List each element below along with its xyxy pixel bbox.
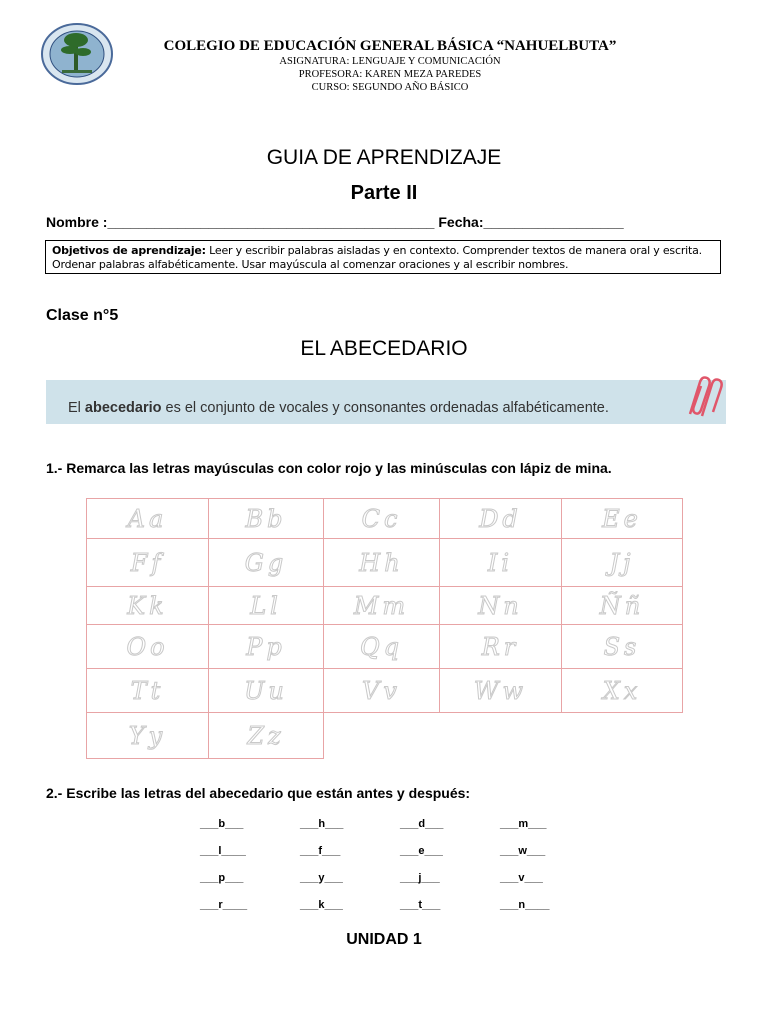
letter-cell: Ff — [86, 538, 209, 587]
name-date-field[interactable]: Nombre :__________________________________________ Fecha:__________________ — [46, 214, 624, 230]
letter-blank[interactable]: ___k___ — [300, 899, 343, 911]
letter-blank[interactable]: ___w___ — [500, 845, 546, 857]
letter-blank[interactable]: ___v___ — [500, 872, 543, 884]
letter-cell: Uu — [208, 668, 324, 713]
course-line: CURSO: SEGUNDO AÑO BÁSICO — [311, 82, 469, 93]
letter-cell: Ee — [561, 498, 683, 539]
letter-cell: Ññ — [561, 586, 683, 625]
letter-blank[interactable]: ___t___ — [400, 899, 441, 911]
letter-cell: Tt — [86, 668, 209, 713]
letter-cell: Jj — [561, 538, 683, 587]
definition-text: El abecedario es el conjunto de vocales y consonantes ordenadas alfabéticamente. — [68, 400, 609, 416]
teacher-line: PROFESORA: KAREN MEZA PAREDES — [298, 69, 482, 80]
letter-blank[interactable]: ___l____ — [200, 845, 246, 857]
letter-cell: Zz — [208, 712, 324, 759]
letter-cell: Ii — [439, 538, 562, 587]
letter-blank[interactable]: ___y___ — [300, 872, 343, 884]
objectives-box — [45, 240, 721, 274]
letter-cell: Yy — [86, 712, 209, 759]
letter-cell: Bb — [208, 498, 324, 539]
subject-line: ASIGNATURA: LENGUAJE Y COMUNICACIÓN — [279, 56, 501, 67]
letter-blank[interactable]: ___p___ — [200, 872, 244, 884]
exercise2-instruction: 2.- Escribe las letras del abecedario que están antes y después: — [46, 785, 471, 801]
letter-cell: Xx — [561, 668, 683, 713]
paperclip-icon — [682, 374, 724, 420]
letter-cell: Vv — [323, 668, 440, 713]
letter-blank[interactable]: ___h___ — [300, 818, 344, 830]
letter-cell: Hh — [323, 538, 440, 587]
school-logo — [40, 22, 114, 86]
objectives-label: Objetivos de aprendizaje: — [52, 244, 206, 257]
letter-blank[interactable]: ___m___ — [500, 818, 547, 830]
letter-cell: Kk — [86, 586, 209, 625]
letter-blank[interactable]: ___f___ — [300, 845, 341, 857]
objectives-text: Leer y escribir palabras aisladas y en contexto. Comprender textos de manera oral y escrita. Ordenar palabras alfabéticamente. Usar mayúscula al comenzar oraciones y al escribir nombres. — [52, 244, 702, 271]
letter-cell: Pp — [208, 624, 324, 669]
guide-title: GUIA DE APRENDIZAJE — [266, 146, 502, 169]
letter-cell: Dd — [439, 498, 562, 539]
letter-blank[interactable]: ___r____ — [200, 899, 248, 911]
letter-cell: Rr — [439, 624, 562, 669]
letter-blank[interactable]: ___d___ — [400, 818, 444, 830]
letter-blank[interactable]: ___e___ — [400, 845, 443, 857]
school-name: COLEGIO DE EDUCACIÓN GENERAL BÁSICA “NAHUELBUTA” — [163, 38, 617, 54]
letter-blank[interactable]: ___n____ — [500, 899, 550, 911]
unit-label: UNIDAD 1 — [346, 931, 422, 948]
letter-cell: Oo — [86, 624, 209, 669]
letter-cell: Ss — [561, 624, 683, 669]
letter-blank[interactable]: ___j___ — [400, 872, 440, 884]
class-number: Clase n°5 — [46, 307, 119, 324]
letter-cell: Aa — [86, 498, 209, 539]
letter-cell: Nn — [439, 586, 562, 625]
exercise1-instruction: 1.- Remarca las letras mayúsculas con color rojo y las minúsculas con lápiz de mina. — [46, 460, 612, 476]
letter-cell: Mm — [323, 586, 440, 625]
letter-cell: Cc — [323, 498, 440, 539]
letter-cell: Ll — [208, 586, 324, 625]
definition-banner — [46, 380, 726, 424]
letter-blank[interactable]: ___b___ — [200, 818, 244, 830]
topic-title: EL ABECEDARIO — [300, 337, 468, 360]
guide-part: Parte II — [350, 182, 418, 204]
letter-cell: Ww — [439, 668, 562, 713]
letter-cell: Gg — [208, 538, 324, 587]
letter-cell: Qq — [323, 624, 440, 669]
